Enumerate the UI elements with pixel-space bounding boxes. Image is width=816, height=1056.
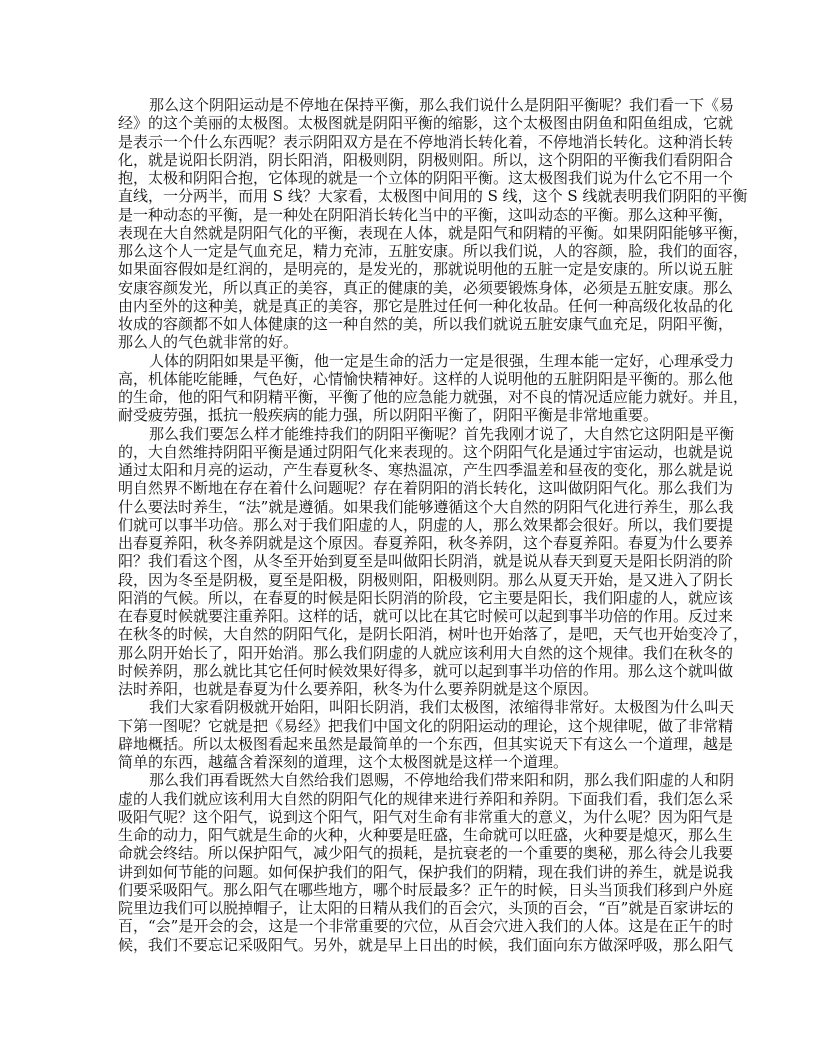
text-line: 院里边我们可以脱掉帽子，让太阳的日精从我们的百会穴，头顶的百会，“百”就是百家讲坛的: [118, 899, 734, 917]
text-line: 在春夏时候就要注重养阳。这样的话，就可以比在其它时候可以起到事半功倍的作用。反过来: [118, 607, 734, 625]
text-line: 表现在大自然就是阴阳气化的平衡，表现在人体，就是阳气和阴精的平衡。如果阴阳能够平衡，: [118, 223, 749, 242]
text-line: 吸阳气呢？这个阳气，说到这个阳气，阳气对生命有非常重大的意义，为什么呢？因为阳气是: [118, 807, 734, 826]
text-line: 那么阴开始长了，阳开始消。那么我们阴虚的人就应该利用大自然的这个规律。我们在秋冬的: [118, 643, 734, 662]
text-line: 耐受疲劳强，抵抗一般疾病的能力强，所以阴阳平衡了，阴阳平衡是非常地重要。: [118, 406, 659, 425]
paragraph: [118, 424, 749, 699]
text-line: 抱，太极和阴阳合抱，它体现的就是一个立体的阴阳平衡。这太极图我们说为什么它不用一个: [118, 169, 734, 187]
text-line: 时候养阴，那么就比其它任何时候效果好得多，就可以起到事半功倍的作用。那么这个就叫做: [118, 661, 734, 680]
text-line: 在秋冬的时候，大自然的阴阳气化，是阴长阳消，树叶也开始落了，是吧，天气也开始变冷了，: [118, 625, 749, 644]
paragraph: [118, 771, 735, 954]
text-line: 生命的动力，阳气就是生命的火种，火种要是旺盛，生命就可以旺盛，火种要是熄灭，那么生: [118, 826, 734, 844]
text-line: 出春夏养阳，秋冬养阴就是这个原因。春夏养阳，秋冬养阴，这个春夏养阳。春夏为什么要养: [118, 534, 734, 552]
text-line: 高，机体能吃能睡，气色好，心情愉快精神好。这样的人说明他的五脏阴阳是平衡的。那么他: [118, 369, 734, 388]
text-line: 是表示一个什么东西呢？表示阴阳双方是在不停地消长转化着，不停地消长转化。这种消长转: [118, 132, 734, 151]
text-line: 如果面容假如是红润的，是明亮的，是发光的，那就说明他的五脏一定是安康的。所以说五脏: [118, 260, 734, 279]
text-line: 的生命，他的阳气和阴精平衡，平衡了他的应急能力就强，对不良的情况适应能力就好。并且，: [118, 388, 749, 406]
text-line: 那么人的气色就非常的好。: [118, 333, 299, 352]
text-line: 什么要法时养生，“法”就是遵循。如果我们能够遵循这个大自然的阴阳气化进行养生，那么我: [118, 497, 734, 516]
text-line: 们要采吸阳气。那么阳气在哪些地方，哪个时辰最多？正午的时候，日头当顶我们移到户外庭: [118, 880, 734, 899]
text-line: 由内至外的这种美，就是真正的美容，那它是胜过任何一种化妆品。任何一种高级化妆品的化: [118, 296, 734, 315]
document-page: [118, 96, 749, 954]
text-line: 辟地概括。所以太极图看起来虽然是最简单的一个东西，但其实说天下有这么一个道理，越是: [118, 734, 734, 753]
paragraph: [118, 351, 749, 425]
text-line: 化，就是说阳长阴消，阴长阳消，阳极则阴，阴极则阳。所以，这个阴阳的平衡我们看阴阳合: [118, 150, 734, 169]
text-line: 人体的阴阳如果是平衡，他一定是生命的活力一定是很强，生理本能一定好，心理承受力: [149, 351, 735, 370]
text-line: 那么这个阴阳运动是不停地在保持平衡，那么我们说什么是阴阳平衡呢？我们看一下《易: [149, 96, 735, 114]
text-line: 们就可以事半功倍。那么对于我们阳虚的人，阴虚的人，那么效果都会很好。所以，我们要提: [118, 515, 734, 534]
text-line: 下第一图呢？它就是把《易经》把我们中国文化的阴阳运动的理论，这个规律呢，做了非常精: [118, 716, 734, 735]
text-line: 候，我们不要忘记采吸阳气。另外，就是早上日出的时候，我们面向东方做深呼吸，那么阳气: [118, 935, 734, 954]
text-line: 那么我们要怎么样才能维持我们的阴阳平衡呢？首先我刚才说了，大自然它这阴阳是平衡: [149, 424, 735, 443]
text-line: 明自然界不断地在存在着什么问题呢？存在着阴阳的消长转化，这叫做阴阳气化。那么我们为: [118, 479, 734, 498]
text-line: 阳？我们看这个图，从冬至开始到夏至是叫做阳长阴消，就是说从春天到夏天是阳长阴消的阶: [118, 552, 734, 571]
text-line: 简单的东西，越蕴含着深刻的道理，这个太极图就是这样一个道理。: [118, 753, 569, 771]
text-line: 我们大家看阴极就开始阳，叫阳长阴消，我们太极图，浓缩得非常好。太极图为什么叫天: [149, 698, 735, 717]
text-line: 是一种动态的平衡，是一种处在阴阳消长转化当中的平衡，这叫动态的平衡。那么这种平衡，: [118, 205, 734, 224]
paragraph: [118, 698, 735, 771]
text-line: 通过太阳和月亮的运动，产生春夏秋冬、寒热温凉，产生四季温差和昼夜的变化，那么就是说: [118, 461, 734, 479]
text-line: 经》的这个美丽的太极图。太极图就是阴阳平衡的缩影，这个太极图由阴鱼和阳鱼组成，它就: [118, 114, 734, 133]
text-line: 那么我们再看既然大自然给我们恩赐，不停地给我们带来阳和阴，那么我们阳虚的人和阴: [149, 771, 735, 790]
text-line: 直线，一分两半，而用 S 线？大家看，太极图中间用的 S 线，这个 S 线就表明我们阴阳的平衡: [118, 187, 748, 206]
text-line: 安康容颜发光，所以真正的美容，真正的健康的美，必须要锻炼身体，必须是五脏安康。那么: [118, 278, 734, 297]
text-line: 段，因为冬至是阴极，夏至是阳极，阴极则阳，阳极则阴。那么从夏天开始，是又进入了阴长: [118, 570, 734, 589]
text-line: 的，大自然维持阴阳平衡是通过阴阳气化来表现的。这个阴阳气化是通过宇宙运动，也就是说: [118, 442, 734, 461]
text-line: 妆成的容颜都不如人体健康的这一种自然的美，所以我们就说五脏安康气血充足，阴阳平衡，: [118, 315, 734, 333]
paragraph: [118, 96, 749, 352]
text-line: 讲到如何节能的问题。如何保护我们的阳气，保护我们的阴精，现在我们讲的养生，就是说我: [118, 862, 734, 881]
text-line: 虚的人我们就应该利用大自然的阴阳气化的规律来进行养阳和养阴。下面我们看，我们怎么采: [118, 789, 734, 808]
text-line: 阳消的气候。所以，在春夏的时候是阳长阴消的阶段，它主要是阳长，我们阳虚的人，就应该: [118, 588, 734, 607]
text-line: 法时养阳，也就是春夏为什么要养阳，秋冬为什么要养阴就是这个原因。: [118, 680, 599, 698]
text-line: 命就会终结。所以保护阳气，减少阳气的损耗，是抗衰老的一个重要的奥秘，那么待会儿我要: [118, 844, 734, 863]
text-line: 百，“会”是开会的会，这是一个非常重要的穴位，从百会穴进入我们的人体。这是在正午的时: [118, 917, 734, 936]
text-line: 那么这个人一定是气血充足，精力充沛，五脏安康。所以我们说，人的容颜，脸，我们的面容，: [118, 242, 749, 260]
